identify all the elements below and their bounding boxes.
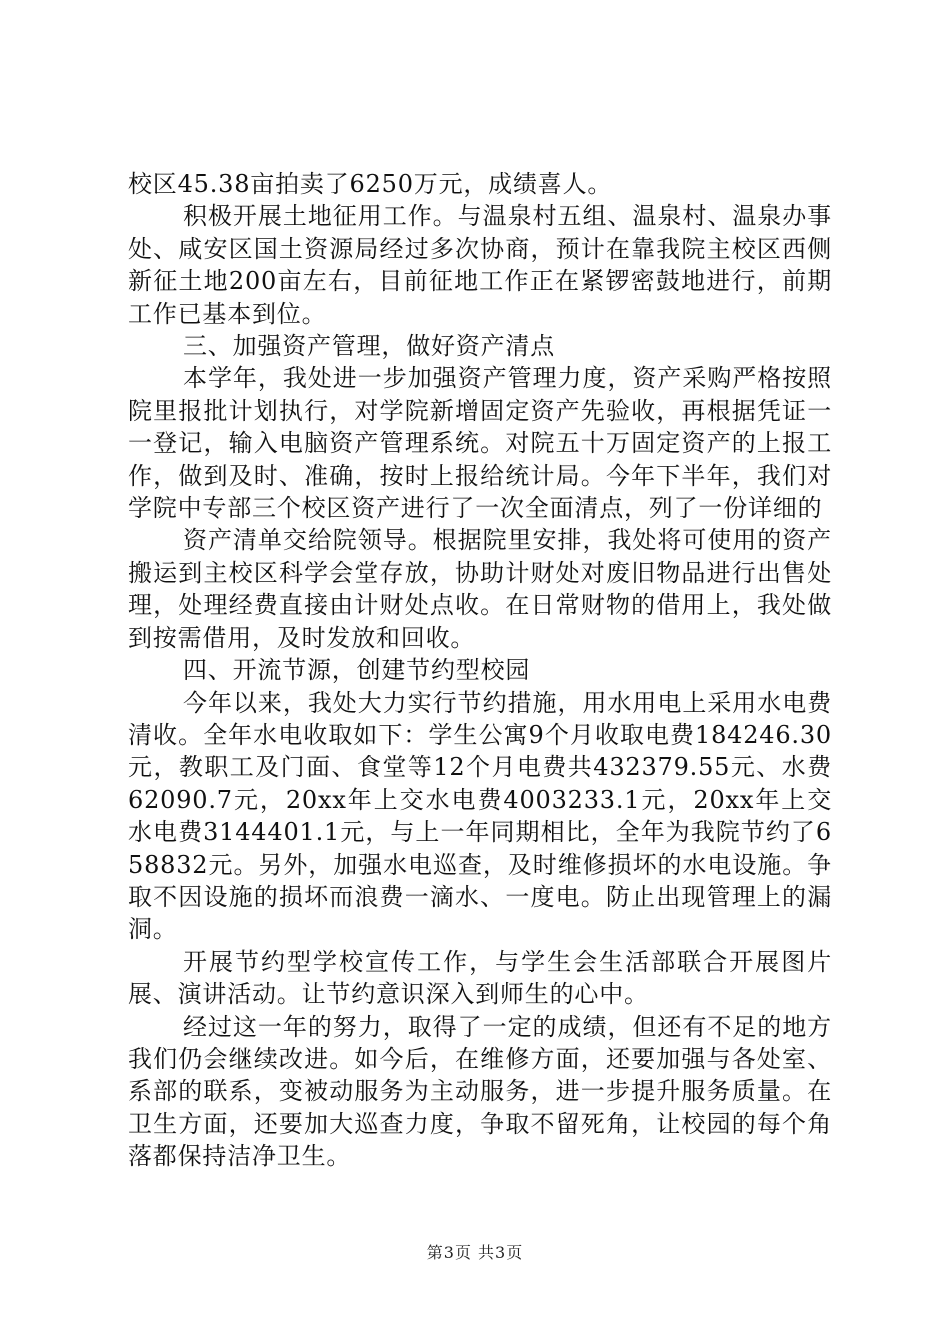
page-number-footer: 第3页 共3页 [426,1243,524,1262]
document-body [128,168,832,1173]
paragraph-5: 资产清单交给院领导。根据院里安排，我处将可使用的资产搬运到主校区科学会堂存放，协助计财处对废旧物品进行出售处理，处理经费直接由计财处点收。在日常财物的借用上，我处做到按需借用，及时发放和回收。 [128,526,832,652]
paragraph-4: 本学年，我处进一步加强资产管理力度，资产采购严格按照院里报批计划执行，对学院新增固定资产先验收，再根据凭证一一登记，输入电脑资产管理系统。对院五十万固定资产的上报工作，做到及时、准确，按时上报给统计局。今年下半年，我们对学院中专部三个校区资产进行了一次全面清点，列了一份详细的 [128,364,832,523]
paragraph-7: 今年以来，我处大力实行节约措施，用水用电上采用水电费清收。全年水电收取如下：学生公寓9个月收取电费184246.30元，教职工及门面、食堂等12个月电费共432379.55元、水费62090.7元，20xx年上交水电费4003233.1元，20xx年上交水电费3144401.1元，与上一年同期相比，全年为我院节约了658832元。另外，加强水电巡查，及时维修损坏的水电设施。争取不因设施的损坏而浪费一滴水、一度电。防止出现管理上的漏洞。 [128,688,832,944]
section-heading-3: 三、加强资产管理，做好资产清点 [183,332,555,361]
paragraph-1: 校区45.38亩拍卖了6250万元，成绩喜人。 [128,170,613,198]
paragraph-9: 经过这一年的努力，取得了一定的成绩，但还有不足的地方我们仍会继续改进。如今后，在维修方面，还要加强与各处室、系部的联系，变被动服务为主动服务，进一步提升服务质量。在卫生方面，还要加大巡查力度，争取不留死角，让校园的每个角落都保持洁净卫生。 [128,1012,832,1171]
paragraph-8: 开展节约型学校宣传工作，与学生会生活部联合开展图片展、演讲活动。让节约意识深入到师生的心中。 [128,947,832,1009]
section-heading-4: 四、开流节源，创建节约型校园 [183,656,531,685]
paragraph-2: 积极开展土地征用工作。与温泉村五组、温泉村、温泉办事处、咸安区国土资源局经过多次协商，预计在靠我院主校区西侧新征土地200亩左右，目前征地工作正在紧锣密鼓地进行，前期工作已基本到位。 [128,202,832,328]
